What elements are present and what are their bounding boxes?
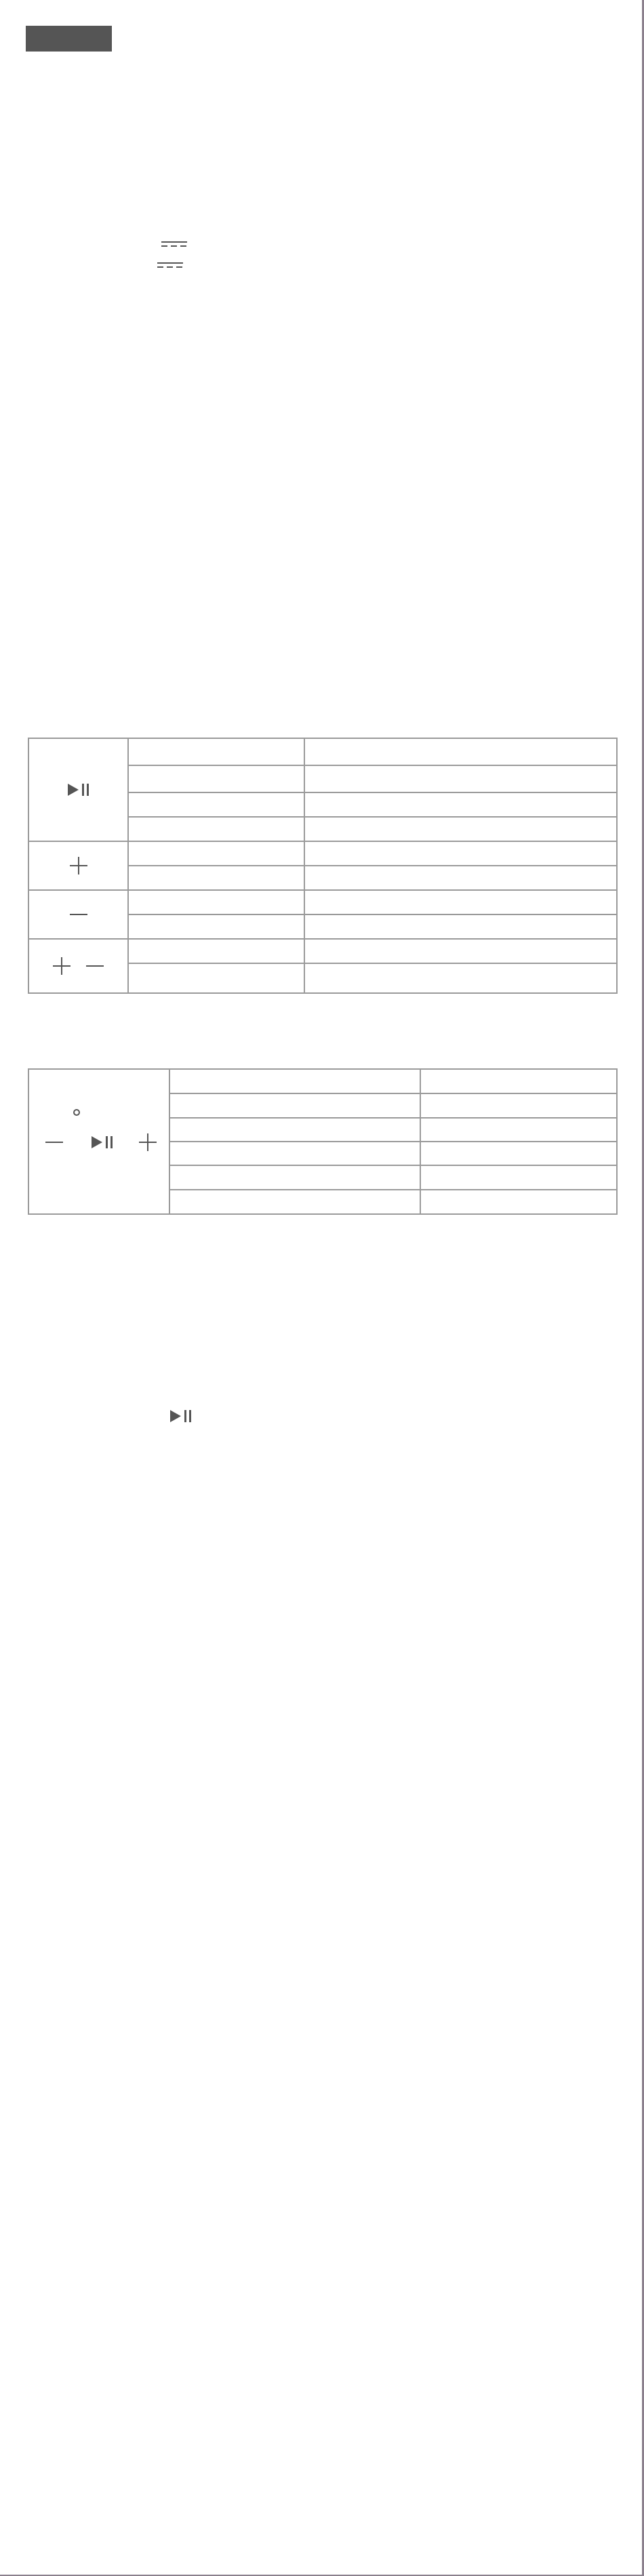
table-cell (420, 1069, 617, 1093)
table-cell (169, 1142, 420, 1165)
table-cell (128, 738, 304, 765)
table-cell (304, 792, 617, 817)
table-cell (169, 1069, 420, 1093)
dc-symbol-icon (157, 262, 183, 270)
table-cell (169, 1165, 420, 1189)
table-cell (128, 866, 304, 890)
table-cell (304, 738, 617, 765)
table-cell (128, 817, 304, 841)
play-pause-button-cell (28, 738, 128, 841)
plus-icon (138, 1132, 158, 1152)
table-cell (304, 841, 617, 866)
minus-button-cell (28, 890, 128, 939)
indicator-status-table (28, 1068, 618, 1215)
table-cell (304, 963, 617, 993)
plus-minus-button-cell (28, 939, 128, 993)
table-cell (169, 1190, 420, 1214)
plus-icon (68, 856, 89, 876)
play-pause-icon (169, 1409, 193, 1424)
dc-symbol-icon (161, 241, 187, 249)
table-cell (128, 890, 304, 914)
play-pause-icon (90, 1135, 115, 1150)
table-cell (420, 1093, 617, 1117)
table-cell (128, 939, 304, 963)
table-cell (420, 1142, 617, 1165)
play-pause-icon (66, 782, 91, 797)
table-cell (169, 1093, 420, 1117)
table-cell (304, 914, 617, 939)
table-cell (420, 1165, 617, 1189)
table-cell (128, 841, 304, 866)
table-cell (420, 1118, 617, 1142)
table-cell (169, 1118, 420, 1142)
plus-icon (52, 956, 72, 976)
button-function-table (28, 738, 618, 994)
table-cell (128, 792, 304, 817)
section-header-tab (26, 26, 112, 52)
minus-icon (85, 956, 105, 976)
plus-button-cell (28, 841, 128, 890)
table-cell (128, 963, 304, 993)
table-cell (128, 765, 304, 792)
minus-icon (44, 1132, 64, 1152)
indicator-ring-icon (73, 1109, 80, 1116)
table-cell (128, 914, 304, 939)
table-cell (304, 765, 617, 792)
table-cell (304, 817, 617, 841)
minus-icon (68, 904, 89, 925)
table-cell (304, 866, 617, 890)
table-cell (304, 939, 617, 963)
table-cell (420, 1190, 617, 1214)
control-panel-illustration-cell (28, 1069, 169, 1214)
table-cell (304, 890, 617, 914)
